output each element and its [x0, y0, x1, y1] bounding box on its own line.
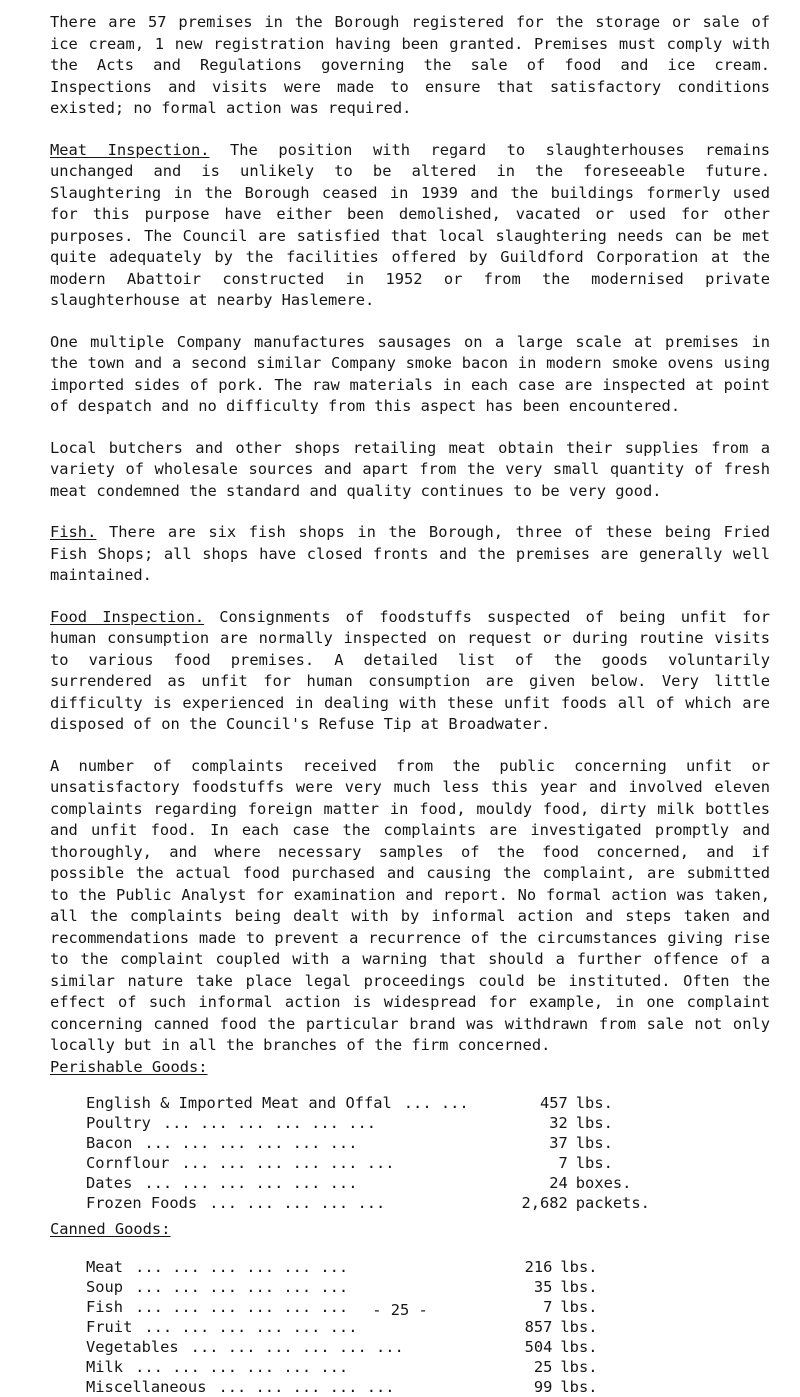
item-quantity: 457	[539, 1094, 568, 1112]
item-name-with-leaders	[86, 1193, 469, 1213]
ice-cream-paragraph: There are 57 premises in the Borough registered for the storage or sale of ice cream, 1 new registration having been granted. Premises must comply with the Acts and Regulations governing the sale of food and ice cream. Inspections and visits were made to ensure that satisfactory conditions existed; no formal action was required.	[50, 13, 770, 117]
item-name-with-leaders	[86, 1277, 445, 1297]
item-unit: lbs.	[560, 1317, 598, 1336]
item-name-with-leaders	[86, 1113, 469, 1133]
sausages-paragraph: One multiple Company manufactures sausages on a large scale at premises in the town and a second similar Company smoke bacon in modern smoke ovens using imported sides of pork. The raw materials in each case are inspected at point of despatch and no difficulty from this aspect has been encountered.	[50, 332, 770, 415]
item-unit: lbs.	[575, 1114, 613, 1132]
dot-leader: ... ... ... ... ... ...	[144, 1317, 358, 1336]
item-unit: lbs.	[560, 1337, 598, 1356]
item-name: Frozen Foods	[86, 1194, 198, 1212]
item-unit: lbs.	[560, 1297, 598, 1316]
item-name: Bacon	[86, 1134, 133, 1152]
dot-leader: ... ... ... ... ... ...	[144, 1134, 358, 1152]
item-name-with-leaders	[86, 1377, 445, 1397]
page-number: - 25 -	[372, 1301, 428, 1319]
dot-leader: ... ... ... ... ... ...	[144, 1174, 358, 1192]
dot-leader: ... ...	[403, 1094, 469, 1112]
item-name: Fruit	[86, 1317, 133, 1336]
meat-inspection-paragraph	[50, 140, 770, 312]
item-quantity: 7	[543, 1297, 553, 1316]
table-row	[86, 1357, 746, 1377]
food-inspection-paragraph	[50, 607, 770, 736]
dot-leader: ... ... ... ... ... ...	[135, 1277, 349, 1296]
item-name: Miscellaneous	[86, 1377, 207, 1396]
table-row	[86, 1113, 746, 1133]
item-name: Fish	[86, 1297, 124, 1316]
food-inspection-text: Consignments of foodstuffs suspected of being unfit for human consumption are normally inspected on request or during routine visits to various food premises. A detailed list of the goods voluntarily surrendered as unfit for human consumption are given below. Very little difficulty is experienced in dealing with these unfit foods all of which are disposed of on the Council's Refuse Tip at Broadwater.	[50, 607, 770, 733]
table-row	[86, 1257, 746, 1277]
table-row	[86, 1277, 746, 1297]
item-quantity: 857	[524, 1317, 553, 1336]
dot-leader: ... ... ... ... ...	[209, 1194, 386, 1212]
table-row	[86, 1153, 746, 1173]
item-unit: lbs.	[560, 1277, 598, 1296]
meat-inspection-text: The position with regard to slaughterhouses remains unchanged and is unlikely to be altered in the foreseeable future. Slaughtering in the Borough ceased in 1939 and the buildings formerly used for this purpose have either been demolished, vacated or used for other purposes. The Council are satisfied that local slaughtering needs can be met quite adequately by the facilities offered by Guildford Corporation at the modern Abattoir constructed in 1952 or from the modernised private slaughterhouse at nearby Haslemere.	[50, 140, 770, 309]
item-name-with-leaders	[86, 1257, 445, 1277]
dot-leader: ... ... ... ... ... ...	[162, 1114, 376, 1132]
fish-paragraph	[50, 522, 770, 587]
dot-leader: ... ... ... ... ... ...	[181, 1154, 395, 1172]
item-name-with-leaders	[86, 1173, 469, 1193]
canned-goods-table	[86, 1257, 746, 1397]
item-unit: lbs.	[560, 1377, 598, 1396]
item-name-with-leaders	[86, 1337, 445, 1357]
perishable-goods-table	[86, 1093, 746, 1213]
item-quantity: 24	[549, 1174, 568, 1192]
item-unit: lbs.	[575, 1094, 613, 1112]
table-row	[86, 1193, 746, 1213]
meat-inspection-heading: Meat Inspection.	[50, 140, 210, 159]
item-name: Meat	[86, 1257, 124, 1276]
fish-text: There are six fish shops in the Borough, three of these being Fried Fish Shops; all shops have closed fronts and the premises are generally well maintained.	[50, 523, 770, 584]
item-quantity: 504	[524, 1337, 553, 1356]
item-quantity: 37	[549, 1134, 568, 1152]
item-quantity: 32	[549, 1114, 568, 1132]
dot-leader: ... ... ... ... ...	[218, 1377, 395, 1396]
food-inspection-heading: Food Inspection.	[50, 607, 205, 626]
item-quantity: 35	[533, 1277, 553, 1296]
fish-heading: Fish.	[50, 523, 97, 541]
item-quantity: 25	[533, 1357, 553, 1376]
item-name: Cornflour	[86, 1154, 170, 1172]
table-row	[86, 1173, 746, 1193]
item-unit: lbs.	[560, 1357, 598, 1376]
item-name: Vegetables	[86, 1337, 179, 1356]
item-unit: lbs.	[560, 1257, 598, 1276]
complaints-paragraph: A number of complaints received from the public concerning unfit or unsatisfactory foodstuffs were very much less this year and involved eleven complaints regarding foreign matter in food, mouldy food, dirty milk bottles and unfit food. In each case the complaints are investigated promptly and thoroughly, and where necessary samples of the food concerned, and if possible the actual food purchased and causing the complaint, are submitted to the Public Analyst for examination and report. No formal action was taken, all the complaints being dealt with by informal action and steps taken and recommendations made to prevent a recurrence of the circumstances giving rise to the complaint coupled with a warning that should a further offence of a similar nature take place legal proceedings could be instituted. Often the effect of such informal action is widespread for example, in one complaint concerning canned food the particular brand was withdrawn from sale not only locally but in all the branches of the firm concerned.	[50, 756, 770, 1054]
item-name: Soup	[86, 1277, 124, 1296]
table-row	[86, 1337, 746, 1357]
item-quantity: 99	[533, 1377, 553, 1396]
perishable-goods-title: Perishable Goods:	[50, 1057, 208, 1076]
table-row	[86, 1133, 746, 1153]
item-unit: lbs.	[575, 1154, 613, 1172]
item-name-with-leaders	[86, 1153, 469, 1173]
butchers-paragraph: Local butchers and other shops retailing meat obtain their supplies from a variety of wholesale sources and apart from the very small quantity of fresh meat condemned the standard and quality continues to be very good.	[50, 438, 770, 500]
dot-leader: ... ... ... ... ... ...	[135, 1297, 349, 1316]
item-name: Milk	[86, 1357, 124, 1376]
table-row	[86, 1093, 746, 1113]
canned-goods-title: Canned Goods:	[50, 1220, 171, 1238]
item-quantity: 216	[524, 1257, 553, 1276]
dot-leader: ... ... ... ... ... ...	[135, 1357, 349, 1376]
item-unit: boxes.	[575, 1174, 632, 1192]
item-name-with-leaders	[86, 1357, 445, 1377]
dot-leader: ... ... ... ... ... ...	[135, 1257, 349, 1276]
item-quantity: 7	[558, 1154, 568, 1172]
dot-leader: ... ... ... ... ... ...	[190, 1337, 404, 1356]
item-name-with-leaders	[86, 1133, 469, 1153]
item-name: Dates	[86, 1174, 133, 1192]
table-row	[86, 1377, 746, 1397]
page-body	[50, 12, 770, 1397]
item-name-with-leaders	[86, 1093, 469, 1113]
item-unit: lbs.	[575, 1134, 613, 1152]
item-unit: packets.	[575, 1194, 650, 1212]
item-quantity: 2,682	[521, 1194, 568, 1212]
item-name: English & Imported Meat and Offal	[86, 1094, 392, 1112]
item-name: Poultry	[86, 1114, 151, 1132]
